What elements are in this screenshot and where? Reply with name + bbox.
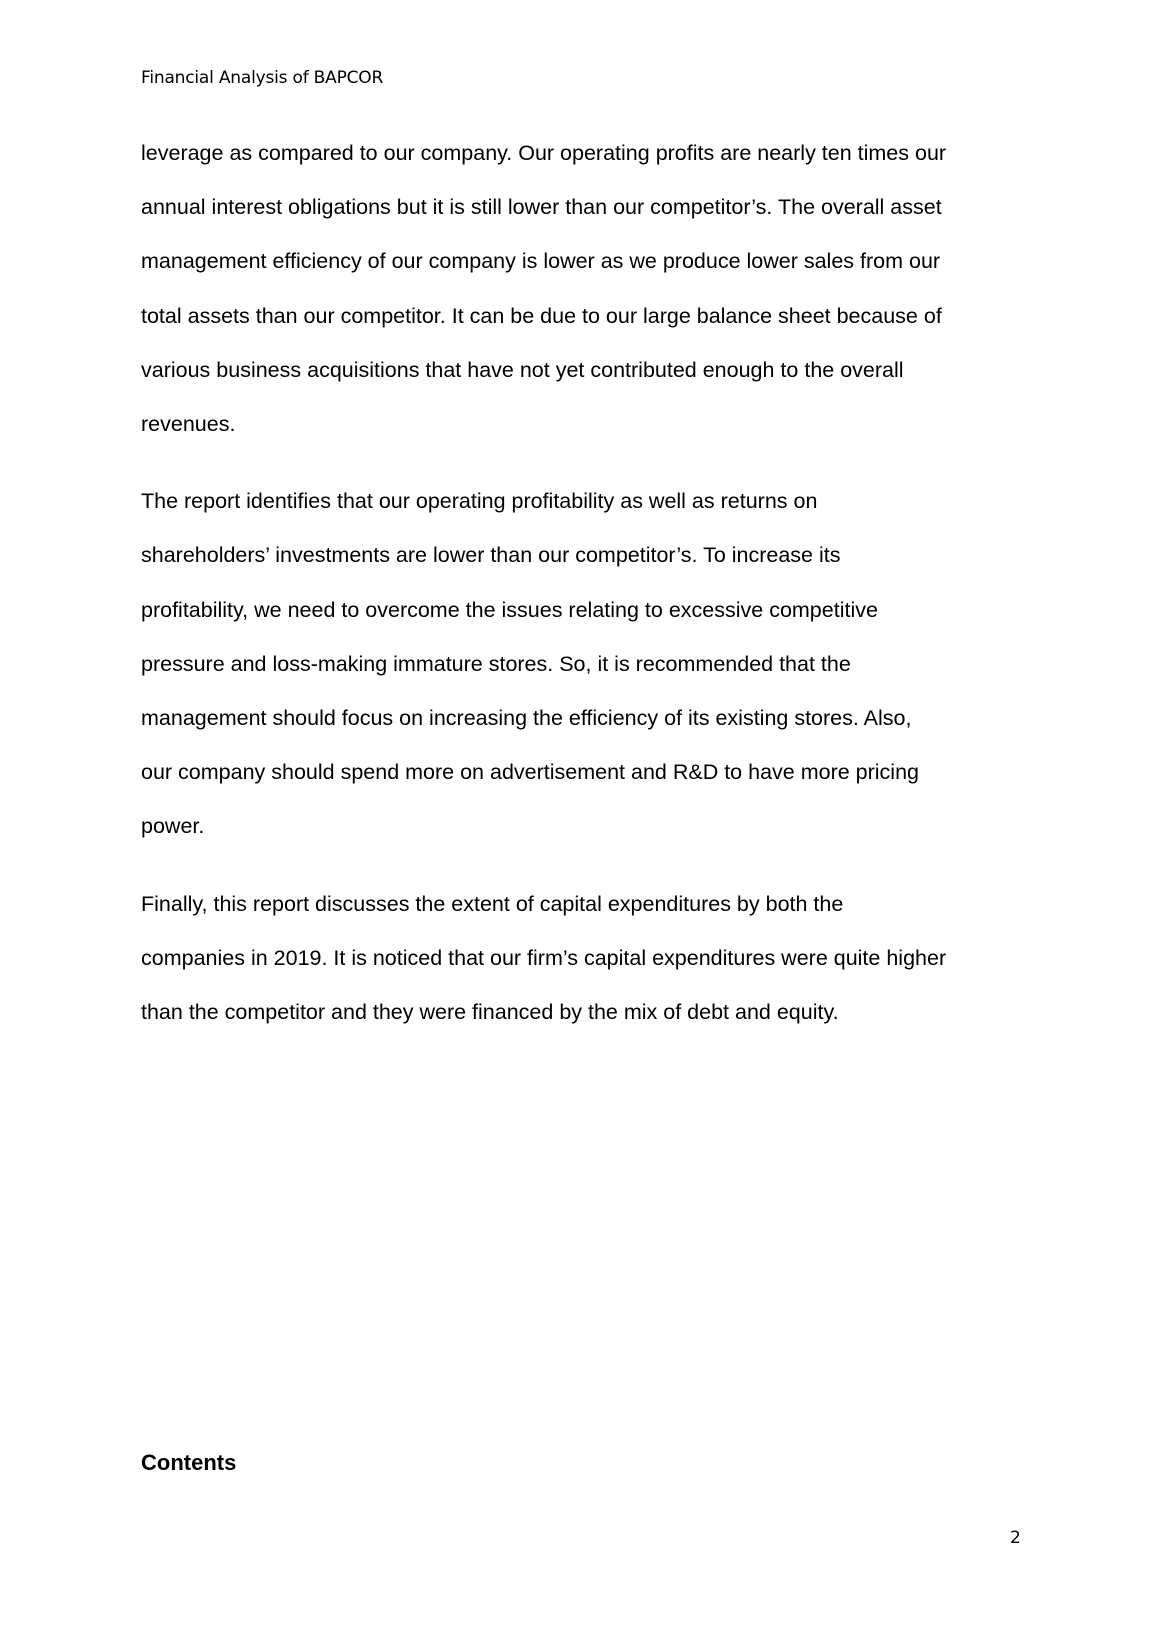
paragraph-3-line-2: companies in 2019. It is noticed that our firm’s capital expenditures were quite higher [141, 945, 947, 970]
paragraph-2-line-3: profitability, we need to overcome the issues relating to excessive competitive [141, 597, 878, 622]
paragraph-2-line-2: shareholders’ investments are lower than our competitor’s. To increase its [141, 543, 841, 568]
paragraph-3-line-1: Finally, this report discusses the extent of capital expenditures by both the [141, 891, 844, 916]
paragraph-1-line-4: total assets than our competitor. It can be due to our large balance sheet because of [141, 303, 942, 328]
paragraph-3-line-3: than the competitor and they were financed by the mix of debt and equity. [141, 1000, 839, 1025]
body-text [141, 126, 1036, 1062]
running-header-title: Financial Analysis of BAPCOR [141, 68, 384, 88]
paragraph-1-line-6: revenues. [141, 412, 236, 437]
paragraph-1-line-1: leverage as compared to our company. Our operating profits are nearly ten times our [141, 141, 947, 165]
paragraph-2-line-6: our company should spend more on advertisement and R&D to have more pricing [141, 760, 919, 785]
paragraph-2-line-4: pressure and loss-making immature stores. So, it is recommended that the [141, 651, 851, 676]
contents-heading: Contents [141, 1450, 237, 1475]
page-number: 2 [1010, 1528, 1021, 1548]
paragraph-2-line-5: management should focus on increasing the efficiency of its existing stores. Also, [141, 706, 912, 731]
paragraph-1-line-3: management efficiency of our company is lower as we produce lower sales from our [141, 249, 941, 274]
paragraph-3 [141, 877, 1036, 1040]
paragraph-1 [141, 126, 1036, 451]
paragraph-1-line-5: various business acquisitions that have not yet contributed enough to the overall [141, 357, 904, 382]
paragraph-2 [141, 474, 1036, 853]
paragraph-2-line-7: power. [141, 814, 205, 839]
paragraph-2-line-1: The report identifies that our operating profitability as well as returns on [141, 489, 818, 514]
paragraph-1-line-2: annual interest obligations but it is still lower than our competitor’s. The overall asset [141, 195, 942, 220]
